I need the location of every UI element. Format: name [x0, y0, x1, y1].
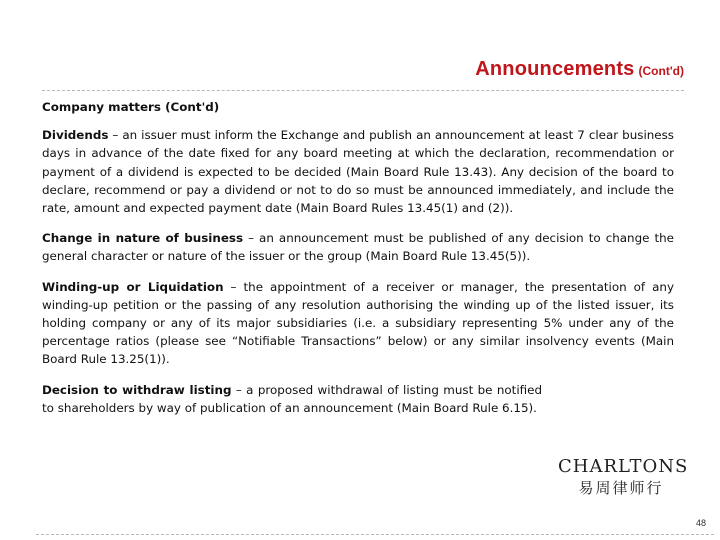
paragraph-lead: Winding-up or Liquidation: [42, 279, 224, 294]
paragraph-winding-up: [42, 278, 674, 369]
logo-chinese: 易周律师行: [578, 479, 664, 497]
paragraph-withdraw-listing: [42, 381, 542, 417]
title-text: Announcements: [475, 58, 635, 80]
section-heading: Company matters (Cont'd): [42, 100, 220, 114]
paragraph-dividends: [42, 126, 674, 217]
slide-title: [475, 58, 684, 81]
paragraph-body: – an announcement must be published of any decision to change the general character or nature of the issuer or the group (Main Board Rule 13.45(5)).: [42, 231, 674, 264]
paragraph-body: – the appointment of a receiver or manager, the presentation of any winding-up petition or the passing of any resolution authorising the winding up of the listed issuer, its holding company or any of its major subsidiaries (i.e. a subsidiary representing 5% under any of the percentage ratios (please see “Notifiable Transactions” below) or any similar insolvency events (Main Board Rule 13.25(1)).: [42, 279, 674, 367]
page-number: 48: [695, 518, 706, 528]
paragraph-change-of-business: [42, 229, 674, 265]
paragraph-lead: Dividends: [42, 128, 109, 143]
content-body: [42, 98, 674, 429]
charltons-logo: [558, 456, 689, 498]
paragraph-body: – a proposed withdrawal of listing must be notified to shareholders by way of publication of an announcement (Main Board Rule 6.15).: [42, 382, 542, 415]
title-subtitle: (Cont'd): [638, 64, 684, 78]
bottom-divider: [36, 534, 714, 535]
top-divider: [42, 90, 684, 91]
logo-english: CHARLTONS: [558, 456, 689, 477]
paragraph-lead: Decision to withdraw listing: [42, 382, 232, 397]
paragraph-body: – an issuer must inform the Exchange and publish an announcement at least 7 clear business days in advance of the date fixed for any board meeting at which the declaration, recommendation or payment of a dividend is expected to be decided (Main Board Rule 13.43). Any decision of the board to declare, recommend or pay a dividend or not to do so must be announced immediately, and include the rate, amount and expected payment date (Main Board Rules 13.45(1) and (2)).: [42, 128, 674, 216]
paragraph-lead: Change in nature of business: [42, 231, 244, 246]
